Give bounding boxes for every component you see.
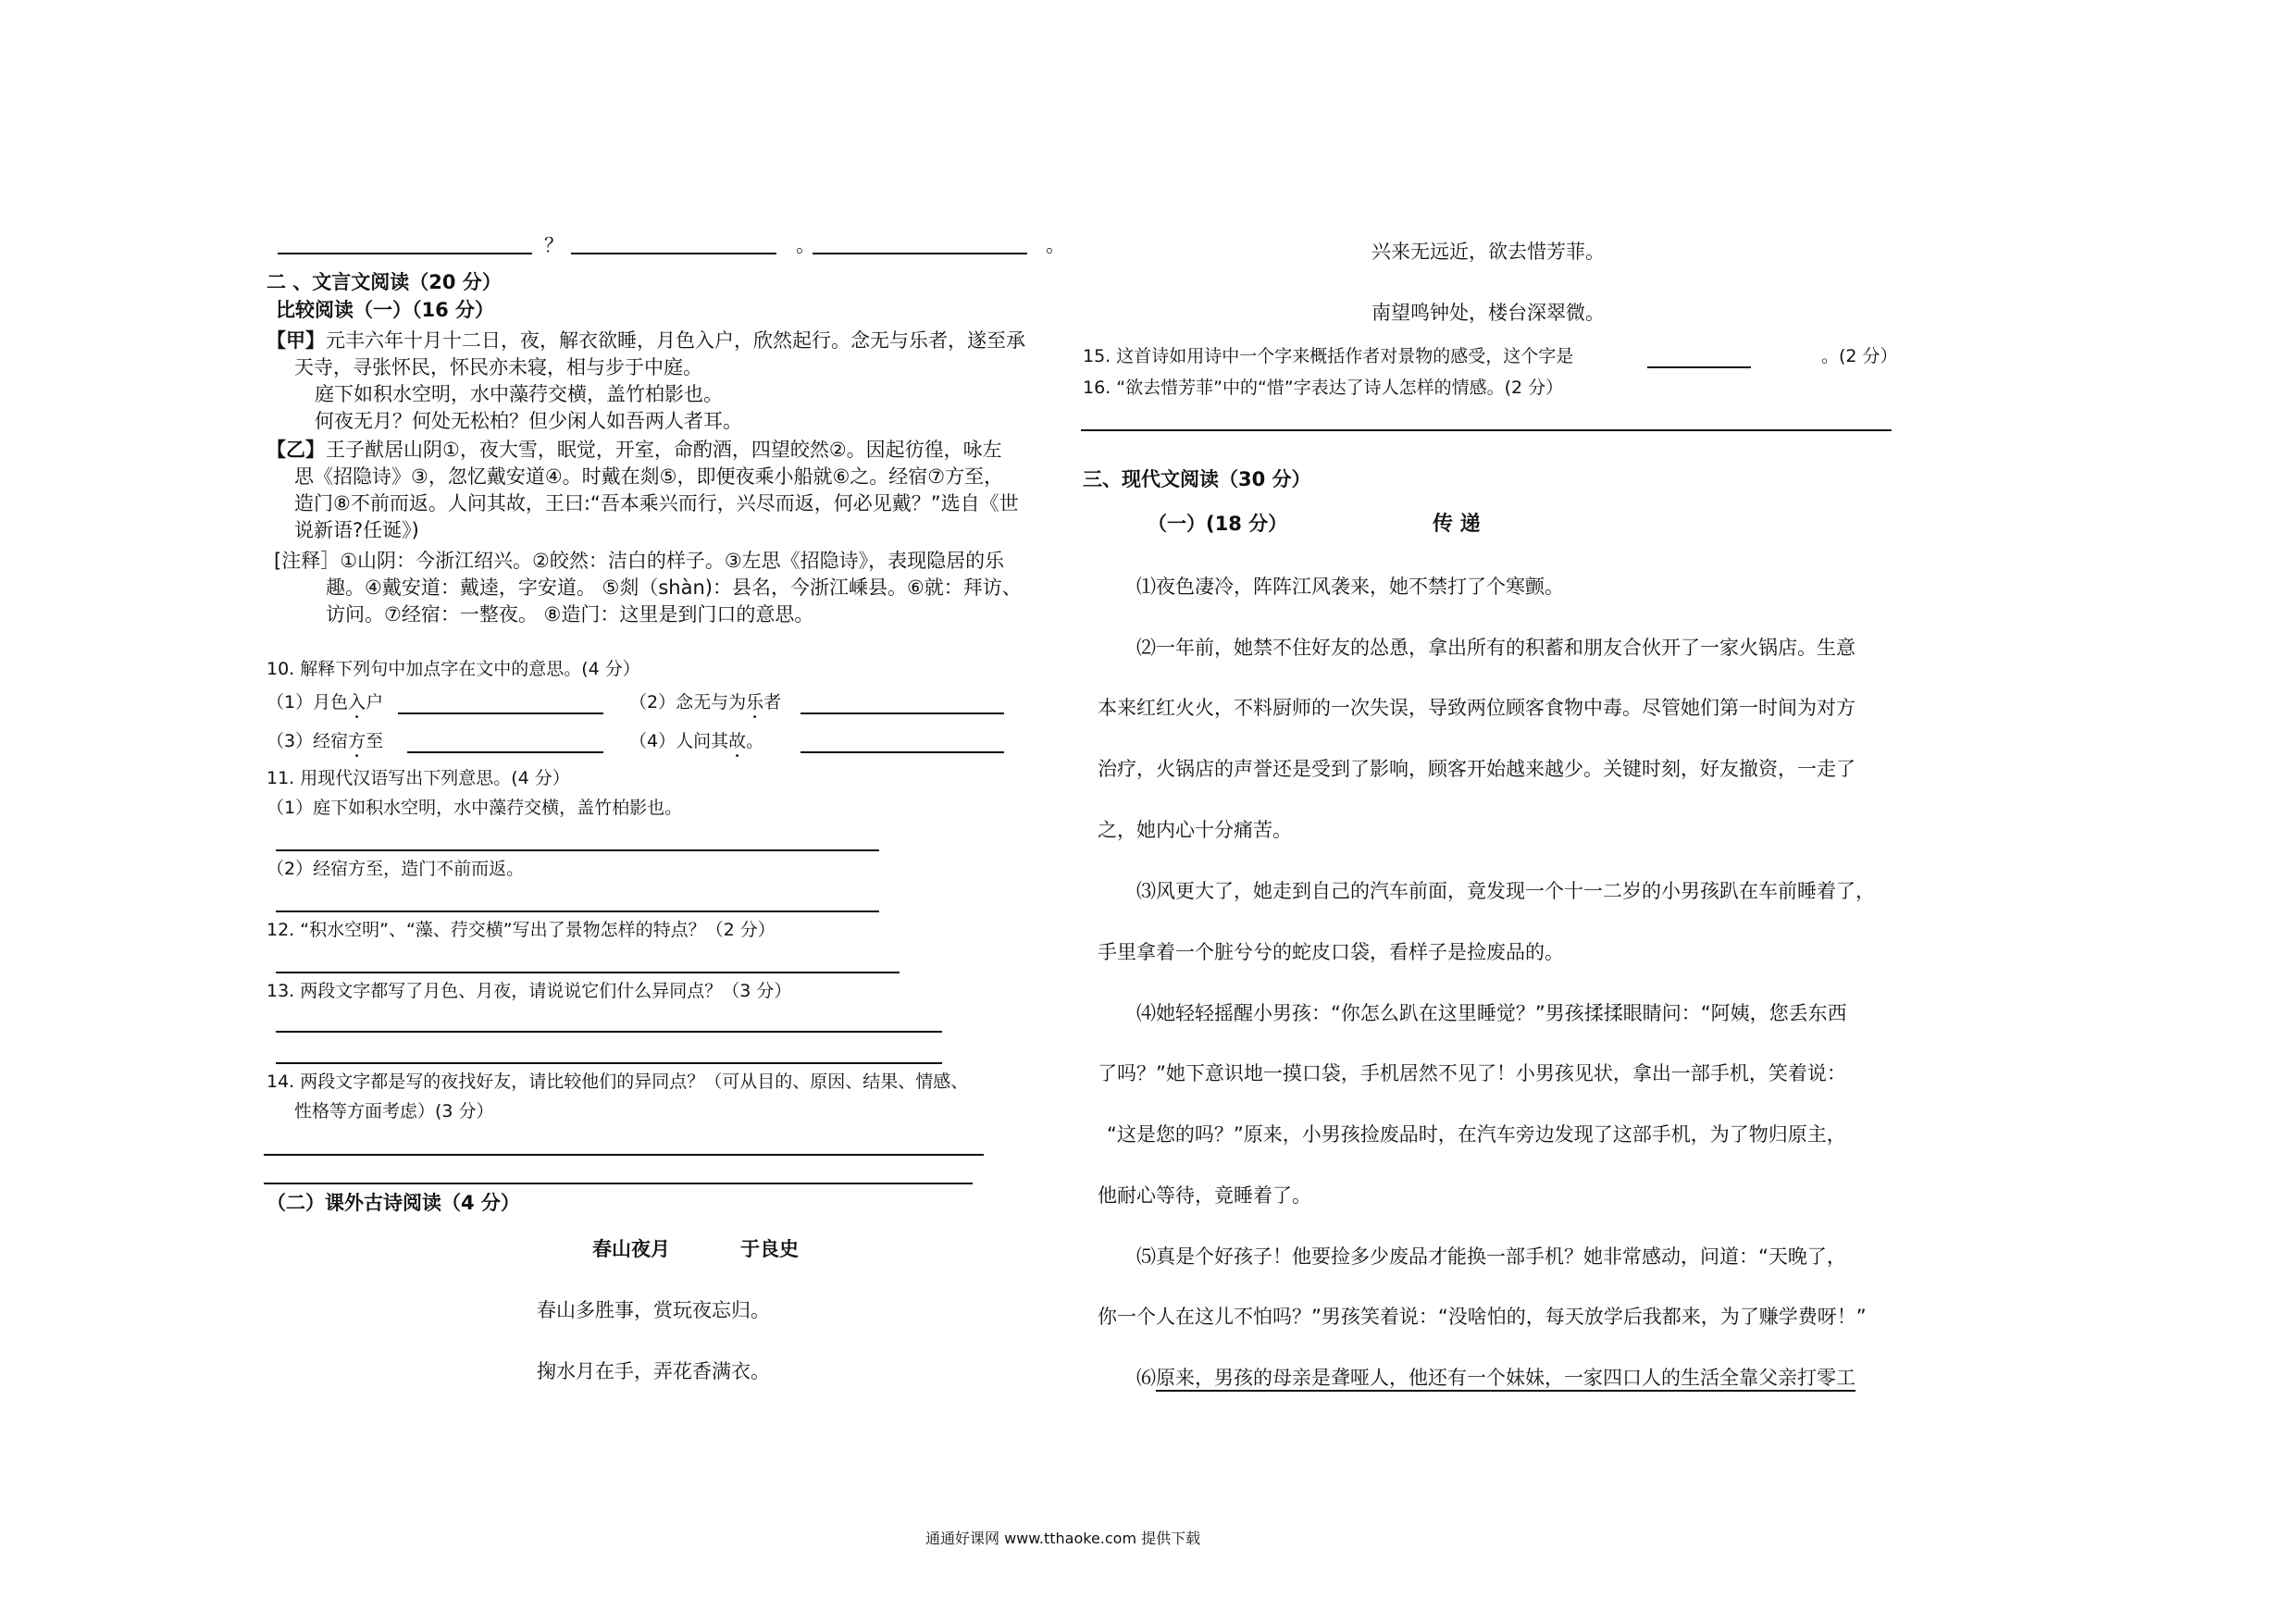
q10-item-3 — [267, 731, 383, 762]
q11-item-1: （1）庭下如积水空明，水中藻荇交横，盖竹柏影也。 — [267, 798, 683, 818]
essay-para: ⑶风更大了，她走到自己的汽车前面，竟发现一个十一二岁的小男孩趴在车前睡着了， — [1136, 880, 1875, 902]
question-13: 13. 两段文字都写了月色、月夜，请说说它们什么异同点？（3 分） — [267, 981, 792, 1001]
essay-para — [1136, 1369, 1855, 1388]
note-line: 趣。④戴安道：戴逵，字安道。 ⑤剡（shàn)：县名，今浙江嵊县。⑥就：拜访、 — [326, 576, 1022, 599]
period-mark: 。 — [796, 234, 815, 256]
essay-para: 你一个人在这儿不怕吗？”男孩笑着说：“没啥怕的，每天放学后我都来，为了赚学费呀！” — [1098, 1306, 1867, 1328]
part-title: （一）(18 分） — [1148, 513, 1288, 535]
question-11: 11. 用现代汉语写出下列意思。(4 分） — [267, 768, 570, 788]
poem-author: 于良史 — [740, 1238, 799, 1260]
answer-blank — [276, 972, 900, 973]
q10-text: （3）经宿 — [267, 731, 349, 751]
essay-para: 之，她内心十分痛苦。 — [1098, 819, 1292, 841]
footer-text: 通通好课网 www.tthaoke.com 提供下载 — [925, 1530, 1201, 1547]
passage-line: 王子猷居山阴①，夜大雪，眠觉，开室，命酌酒，四望皎然②。因起彷徨，咏左 — [326, 439, 1002, 461]
note-line: [注释］①山阴：今浙江绍兴。②皎然：洁白的样子。③左思《招隐诗》，表现隐居的乐 — [274, 550, 1005, 572]
question-14: 性格等方面考虑）(3 分） — [294, 1101, 494, 1121]
answer-blank — [813, 253, 1027, 254]
section-title: 二 、文言文阅读（20 分） — [267, 271, 502, 293]
note-line: 访问。⑦经宿：一整夜。 ⑧造门：这里是到门口的意思。 — [326, 603, 814, 626]
essay-para: ⑴夜色凄冷，阵阵江风袭来，她不禁打了个寒颤。 — [1136, 576, 1564, 598]
passage-line: 天寺，寻张怀民，怀民亦未寝，相与步于中庭。 — [294, 356, 702, 378]
q10-text: 至 — [366, 731, 384, 751]
q10-item-4 — [629, 731, 763, 762]
dotted-char: 乐 — [746, 692, 764, 712]
poem-title: 春山夜月 — [592, 1238, 670, 1260]
question-mark: ？ — [544, 234, 564, 256]
poem-line: 兴来无远近，欲去惜芳菲。 — [1371, 241, 1605, 263]
answer-blank — [398, 712, 603, 714]
answer-blank — [571, 253, 776, 254]
poem-line: 掬水月在手，弄花香满衣。 — [537, 1360, 770, 1382]
answer-blank — [276, 849, 879, 851]
essay-para: ⑸真是个好孩子！他要捡多少废品才能换一部手机？她非常感动，问道：“天晚了， — [1136, 1245, 1846, 1268]
q10-item-1 — [267, 692, 383, 723]
answer-blank — [276, 1062, 942, 1064]
subsection-title: （二）课外古诗阅读（4 分） — [267, 1192, 520, 1214]
answer-blank — [276, 911, 879, 912]
dotted-char: 入 — [348, 692, 366, 712]
dotted-char: 方 — [348, 731, 366, 751]
q10-text: （1）月色 — [267, 692, 349, 712]
para-number: ⑹ — [1136, 1367, 1156, 1389]
question-12: 12. “积水空明”、“藻、荇交横”写出了景物怎样的特点？（2 分） — [267, 920, 776, 940]
passage-line: 思《招隐诗》③，忽忆戴安道④。时戴在剡⑤，即便夜乘小船就⑥之。经宿⑦方至， — [294, 465, 1004, 488]
poem-line: 南望鸣钟处，楼台深翠微。 — [1371, 302, 1605, 324]
answer-blank — [1647, 366, 1751, 368]
question-10: 10. 解释下列句中加点字在文中的意思。(4 分） — [267, 659, 640, 679]
essay-para: 他耐心等待，竟睡着了。 — [1098, 1184, 1311, 1207]
essay-title: 传 递 — [1433, 513, 1481, 536]
essay-para: 手里拿着一个脏兮兮的蛇皮口袋，看样子是捡废品的。 — [1098, 941, 1564, 963]
passage-line: 说新语?任诞》) — [294, 519, 419, 541]
subsection-title: 比较阅读（一）（16 分） — [276, 299, 495, 321]
q10-text: （2）念无与为 — [629, 692, 747, 712]
question-15-end: 。(2 分） — [1821, 346, 1898, 366]
essay-para: ⑷她轻轻摇醒小男孩：“你怎么趴在这里睡觉？”男孩揉揉眼睛问：“阿姨，您丢东西 — [1136, 1002, 1847, 1024]
underlined-sentence: 原来，男孩的母亲是聋哑人，他还有一个妹妹，一家四口人的生活全靠父亲打零工 — [1156, 1367, 1855, 1389]
passage-label: 【甲】 — [267, 329, 325, 352]
passage-label: 【乙】 — [267, 439, 325, 461]
passage-line: 造门⑧不前而返。人问其故，王曰:“吾本乘兴而行，兴尽而返，何必见戴？”选自《世 — [294, 492, 1019, 514]
answer-blank — [276, 1031, 942, 1033]
dotted-char: 故 — [728, 731, 747, 751]
question-16: 16. “欲去惜芳菲”中的“惜”字表达了诗人怎样的情感。(2 分） — [1083, 378, 1564, 398]
passage-line: 何夜无月？何处无松柏？但少闲人如吾两人者耳。 — [315, 410, 742, 432]
essay-para: ⑵一年前，她禁不住好友的怂恿，拿出所有的积蓄和朋友合伙开了一家火锅店。生意 — [1136, 637, 1855, 659]
essay-para: “这是您的吗？”原来，小男孩捡废品时，在汽车旁边发现了这部手机，为了物归原主， — [1107, 1123, 1846, 1146]
answer-blank — [278, 253, 532, 254]
answer-blank — [800, 712, 1004, 714]
answer-blank — [800, 751, 1004, 753]
answer-blank — [407, 751, 603, 753]
q10-text: 。 — [746, 731, 764, 751]
essay-para: 了吗？”她下意识地一摸口袋，手机居然不见了！小男孩见状，拿出一部手机，笑着说： — [1098, 1062, 1846, 1084]
q10-text: （4）人问其 — [629, 731, 729, 751]
answer-blank — [264, 1154, 984, 1156]
essay-para: 本来红红火火，不料厨师的一次失误，导致两位顾客食物中毒。尽管她们第一时间为对方 — [1098, 697, 1855, 719]
q10-item-2 — [629, 692, 781, 723]
q11-item-2: （2）经宿方至，造门不前而返。 — [267, 859, 525, 879]
q10-text: 户 — [366, 692, 384, 712]
passage-line: 元丰六年十月十二日，夜，解衣欲睡，月色入户，欣然起行。念无与乐者，遂至承 — [326, 329, 1025, 352]
passage-line: 庭下如积水空明，水中藻荇交横，盖竹柏影也。 — [315, 383, 723, 405]
question-15: 15. 这首诗如用诗中一个字来概括作者对景物的感受，这个字是 — [1083, 346, 1574, 366]
poem-line: 春山多胜事，赏玩夜忘归。 — [537, 1299, 770, 1321]
essay-para: 治疗，火锅店的声誉还是受到了影响，顾客开始越来越少。关键时刻，好友撤资，一走了 — [1098, 758, 1855, 780]
section-title: 三、现代文阅读（30 分） — [1083, 468, 1311, 490]
answer-blank — [264, 1183, 973, 1184]
question-14: 14. 两段文字都是写的夜找好友，请比较他们的异同点？（可从目的、原因、结果、情感、 — [267, 1072, 969, 1092]
period-mark: 。 — [1046, 234, 1065, 256]
q10-text: 者 — [763, 692, 782, 712]
answer-blank — [1081, 429, 1892, 431]
